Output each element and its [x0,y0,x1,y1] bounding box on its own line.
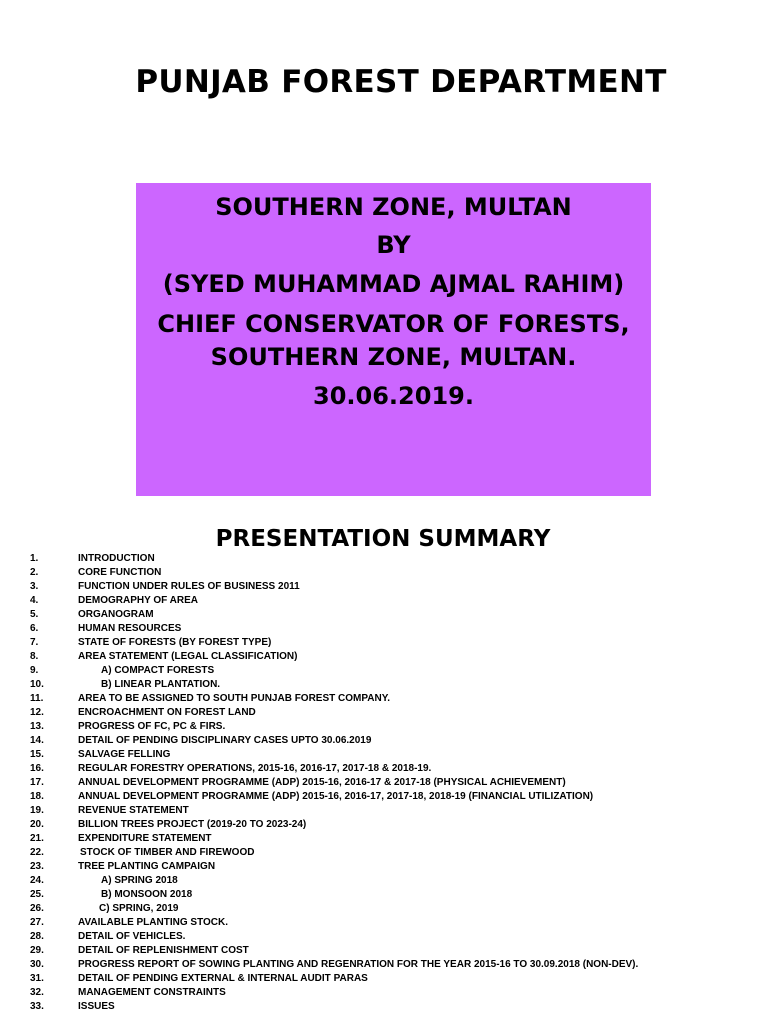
item-number: 20. [30,819,44,830]
item-text: CORE FUNCTION [78,567,162,578]
list-item [30,594,760,608]
item-text: SALVAGE FELLING [78,749,171,760]
list-item [30,944,760,958]
item-number: 25. [30,889,44,900]
list-item [30,846,760,860]
list-item [30,916,760,930]
list-item [30,678,760,692]
list-item [30,776,760,790]
list-item [30,720,760,734]
item-number: 12. [30,707,44,718]
item-number: 6. [30,623,39,634]
list-item [30,608,760,622]
list-item [30,986,760,1000]
item-text: A) COMPACT FORESTS [101,665,215,676]
item-number: 29. [30,945,44,956]
summary-title: PRESENTATION SUMMARY [215,526,551,552]
list-item [30,860,760,874]
item-text: EXPENDITURE STATEMENT [78,833,212,844]
list-item [30,804,760,818]
item-text: REVENUE STATEMENT [78,805,189,816]
item-text: DETAIL OF REPLENISHMENT COST [78,945,249,956]
item-number: 24. [30,875,44,886]
summary-list [30,552,760,1014]
list-item [30,762,760,776]
item-number: 27. [30,917,44,928]
item-text: AREA TO BE ASSIGNED TO SOUTH PUNJAB FOREST COMPANY. [78,693,391,704]
list-item [30,818,760,832]
item-number: 23. [30,861,44,872]
list-item [30,958,760,972]
item-number: 31. [30,973,44,984]
item-text: MANAGEMENT CONSTRAINTS [78,987,226,998]
item-number: 1. [30,553,39,564]
list-item [30,650,760,664]
item-number: 11. [30,693,44,704]
list-item [30,636,760,650]
list-item [30,888,760,902]
list-item [30,930,760,944]
item-number: 13. [30,721,44,732]
item-text: INTRODUCTION [78,553,155,564]
item-text: DEMOGRAPHY OF AREA [78,595,199,606]
by-label: BY [376,231,411,259]
list-item [30,706,760,720]
item-number: 17. [30,777,44,788]
item-text: STATE OF FORESTS (BY FOREST TYPE) [78,637,272,648]
item-number: 14. [30,735,44,746]
item-number: 28. [30,931,44,942]
item-text: C) SPRING, 2019 [99,903,179,914]
item-number: 10. [30,679,44,690]
item-number: 3. [30,581,39,592]
item-text: DETAIL OF PENDING EXTERNAL & INTERNAL AUDIT PARAS [78,973,368,984]
item-text: PROGRESS OF FC, PC & FIRS. [78,721,226,732]
item-number: 19. [30,805,44,816]
item-text: FUNCTION UNDER RULES OF BUSINESS 2011 [78,581,300,592]
item-number: 21. [30,833,44,844]
list-item [30,622,760,636]
item-text: ENCROACHMENT ON FOREST LAND [78,707,256,718]
item-text: ORGANOGRAM [78,609,154,620]
item-number: 2. [30,567,39,578]
item-text: BILLION TREES PROJECT (2019-20 TO 2023-24) [78,819,307,830]
item-text: HUMAN RESOURCES [78,623,182,634]
zone-info-box [136,183,651,496]
list-item [30,734,760,748]
list-item [30,748,760,762]
list-item [30,790,760,804]
list-item [30,692,760,706]
item-text: ANNUAL DEVELOPMENT PROGRAMME (ADP) 2015-16, 2016-17 & 2017-18 (PHYSICAL ACHIEVEMENT) [78,777,566,788]
item-number: 5. [30,609,39,620]
presenter-designation: CHIEF CONSERVATOR OF FORESTS, [157,310,630,338]
item-number: 18. [30,791,44,802]
item-text: DETAIL OF PENDING DISCIPLINARY CASES UPTO 30.06.2019 [78,735,372,746]
item-number: 22. [30,847,44,858]
item-text: B) LINEAR PLANTATION. [101,679,221,690]
item-number: 9. [30,665,39,676]
item-text: B) MONSOON 2018 [101,889,193,900]
item-number: 16. [30,763,44,774]
item-text: AREA STATEMENT (LEGAL CLASSIFICATION) [78,651,298,662]
item-text: ANNUAL DEVELOPMENT PROGRAMME (ADP) 2015-16, 2016-17, 2017-18, 2018-19 (FINANCIAL UTILIZATION) [78,791,594,802]
item-text: REGULAR FORESTRY OPERATIONS, 2015-16, 2016-17, 2017-18 & 2018-19. [78,763,432,774]
item-text: TREE PLANTING CAMPAIGN [78,861,216,872]
item-text: PROGRESS REPORT OF SOWING PLANTING AND REGENRATION FOR THE YEAR 2015-16 TO 30.09.2018 (NON-DEV). [78,959,639,970]
item-number: 33. [30,1001,44,1012]
item-number: 15. [30,749,44,760]
page-title: PUNJAB FOREST DEPARTMENT [135,64,667,100]
list-item [30,832,760,846]
item-number: 32. [30,987,44,998]
item-text: STOCK OF TIMBER AND FIREWOOD [80,847,255,858]
list-item [30,552,760,566]
zone-name: SOUTHERN ZONE, MULTAN [215,193,572,221]
presentation-date: 30.06.2019. [313,382,474,410]
item-text: DETAIL OF VEHICLES. [78,931,186,942]
list-item [30,664,760,678]
list-item [30,580,760,594]
item-number: 8. [30,651,39,662]
list-item [30,874,760,888]
item-number: 26. [30,903,44,914]
list-item [30,1000,760,1014]
presenter-zone: SOUTHERN ZONE, MULTAN. [210,343,577,371]
list-item [30,972,760,986]
presenter-name: (SYED MUHAMMAD AJMAL RAHIM) [162,270,625,298]
item-number: 7. [30,637,39,648]
item-text: ISSUES [78,1001,115,1012]
list-item [30,902,760,916]
item-text: AVAILABLE PLANTING STOCK. [78,917,228,928]
item-number: 4. [30,595,39,606]
item-number: 30. [30,959,44,970]
item-text: A) SPRING 2018 [101,875,178,886]
list-item [30,566,760,580]
